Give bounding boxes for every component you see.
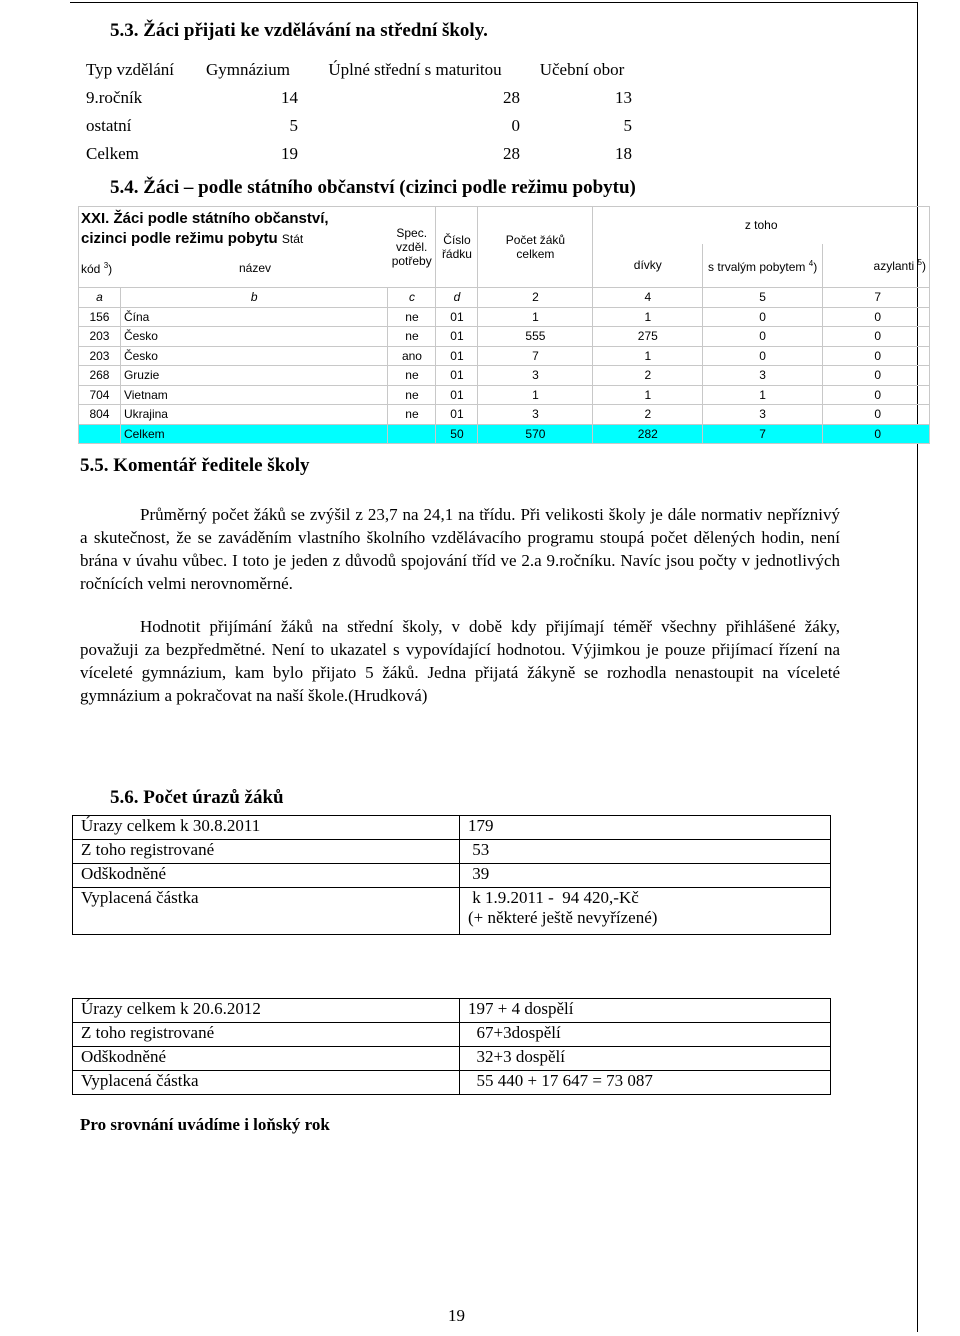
table-title-line2: cizinci podle režimu pobytu [81,230,278,247]
table-row [79,327,930,347]
table-cell: c [388,288,436,308]
table-cell: Gruzie [120,366,388,386]
comment-paragraph-1: Průměrný počet žáků se zvýšil z 23,7 na 24,1 na třídu. Při velikosti školy je dále normativ nepříznivý a skutečnost, že se zaváděním vlastního školního vzdělávacího programu stoupá počet dělených hodin, není brána v úvahu vůbec. I toto je jeden z důvodů spojování tříd ve 2.a 9.ročníku. Navíc jsou počty v jednotlivých ročnících velmi nerovnoměrné. [80,505,840,593]
table-cell: Vyplacená částka [73,888,460,935]
table-row [73,1047,831,1071]
table-cell: Celkem [86,144,139,163]
header-strvalym-sup: 4 [808,258,814,268]
table-row [73,999,831,1023]
table-cell: Vyplacená částka [73,1071,460,1095]
table-cell: Vietnam [120,385,388,405]
header-pocet [478,207,593,288]
table-row [73,816,831,840]
paid-note: (+ některé ještě nevyřízené) [468,908,658,927]
table-cell: Úrazy celkem k 30.8.2011 [73,816,460,840]
header-ztoho: z toho [593,207,930,244]
table-title-line1: XXI. Žáci podle státního občanství, [81,210,329,227]
table-cell: 18 [615,144,632,163]
page-number: 19 [448,1306,465,1325]
table-cell: 5 [289,116,298,135]
table-cell: 4 [593,288,703,308]
injuries-table-2011 [72,815,831,935]
table-row [79,307,930,327]
table-cell: 0 [703,346,823,366]
table-cell: 282 [593,424,703,444]
header-cislo-text: Číslo řádku [441,233,472,261]
table-row [80,140,638,168]
table-cell: 3 [703,366,823,386]
table-total-row [79,424,930,444]
table-cell: 53 [460,840,831,864]
table-cell: 01 [436,366,478,386]
table-cell: ne [388,405,436,425]
table-cell: 0 [823,424,930,444]
table-cell: ne [388,385,436,405]
table-cell: 0 [823,346,930,366]
injuries-table-2012 [72,998,831,1095]
table-cell: 5 [703,288,823,308]
header-azylanti: azylanti $^5$) [823,244,930,288]
table-cell: 28 [503,88,520,107]
table-row [80,56,638,84]
table-cell: 7 [703,424,823,444]
table-cell: 0 [823,405,930,425]
table-cell: 32+3 dospělí [460,1047,831,1071]
admission-table [80,56,638,168]
table-header-row [79,207,930,244]
table-cell: 203 [79,346,121,366]
table-cell: 28 [503,144,520,163]
table-cell: ne [388,327,436,347]
table-cell: a [79,288,121,308]
table-row [73,888,831,935]
table-cell [79,424,121,444]
table-cell: 555 [478,327,593,347]
table-cell: Úplné střední s maturitou [328,60,502,79]
table-cell: 14 [281,88,298,107]
table-cell: 01 [436,327,478,347]
table-row [79,346,930,366]
table-header-title: XXI. Žáci podle státního občanství, cizinci podle režimu pobytu Stát kód $^3$) název [79,207,388,288]
table-cell: 13 [615,88,632,107]
table-cell: 2 [593,405,703,425]
table-title-stat: Stát [281,232,304,246]
table-cell: Odškodněné [73,1047,460,1071]
section-title-5-4: 5.4. Žáci – podle státního občanství (cizinci podle režimu pobytu) [110,177,636,198]
table-cell: Učební obor [539,60,625,79]
table-row [73,1071,831,1095]
table-cell [388,424,436,444]
table-cell: 1 [478,307,593,327]
table-cell: b [120,288,388,308]
table-cell: 3 [478,366,593,386]
table-cell: 67+3dospělí [460,1023,831,1047]
table-cell: 0 [511,116,520,135]
header-kod-sup: 3 [103,261,109,270]
table-cell: ne [388,366,436,386]
table-cell [460,888,831,935]
table-cell: 3 [478,405,593,425]
header-spec-text: Spec. vzděl. potřeby [391,226,432,268]
table-cell: 19 [281,144,298,163]
table-cell: 1 [703,385,823,405]
compare-label: Pro srovnání uvádíme i loňský rok [80,1115,330,1134]
table-cell: 7 [823,288,930,308]
table-cell: 7 [478,346,593,366]
table-cell: 1 [478,385,593,405]
table-cell: 9.ročník [86,88,143,107]
table-cell: 704 [79,385,121,405]
table-row [79,288,930,308]
table-cell: 1 [593,385,703,405]
comment-paragraph-2: Hodnotit přijímání žáků na střední školy, v době kdy přijímají téměř všechny přihlášené žáky, považuji za bezpředmětné. Není to ukazatel s vypovídající hodnotou. Výjimkou je pouze přijímací řízení na víceleté gymnázium, kam bylo přijato 5 žáků. Jedna přijatá žákyně se rozhodla nenastoupit na víceleté gymnázium a pokračovat na naší škole.(Hrudková) [80,617,840,705]
table-cell: 0 [703,307,823,327]
table-row [73,864,831,888]
header-strvalym: s trvalým pobytem $^4$) [703,244,823,288]
header-strvalym-text: s trvalým pobytem [708,259,806,274]
table-row [79,366,930,386]
table-cell: 01 [436,405,478,425]
section-title-5-6: 5.6. Počet úrazů žáků [110,787,284,808]
table-cell: 1 [593,307,703,327]
table-cell: Z toho registrované [73,840,460,864]
table-cell: 0 [823,385,930,405]
table-cell: 01 [436,385,478,405]
table-cell: Typ vzdělání [86,60,175,79]
table-cell: 0 [823,307,930,327]
table-row [73,1023,831,1047]
table-cell: 804 [79,405,121,425]
table-cell: 268 [79,366,121,386]
table-cell: 0 [823,327,930,347]
header-pocet-text: Počet žáků celkem [505,233,566,261]
table-cell: d [436,288,478,308]
table-cell: 203 [79,327,121,347]
table-cell: ne [388,307,436,327]
table-cell: 50 [436,424,478,444]
table-cell: 197 + 4 dospělí [460,999,831,1023]
table-cell: Odškodněné [73,864,460,888]
header-cislo [436,207,478,288]
table-cell: 3 [703,405,823,425]
table-cell: 0 [703,327,823,347]
section-title-5-5: 5.5. Komentář ředitele školy [80,455,310,476]
table-cell: ostatní [86,116,132,135]
table-cell: 275 [593,327,703,347]
table-cell: 2 [593,366,703,386]
table-row [79,405,930,425]
table-cell: Ukrajina [120,405,388,425]
table-cell: Z toho registrované [73,1023,460,1047]
table-row [80,84,638,112]
table-cell: 0 [823,366,930,386]
table-cell: Česko [120,327,388,347]
table-cell: 156 [79,307,121,327]
table-cell: 1 [593,346,703,366]
table-cell: 01 [436,307,478,327]
header-azylanti-sup: 5 [917,257,922,267]
table-cell: 39 [460,864,831,888]
section-title-5-3: 5.3. Žáci přijati ke vzdělávání na střední školy. [110,20,488,41]
table-cell: 01 [436,346,478,366]
header-spec [388,207,436,288]
paid-amount: k 1.9.2011 - 94 420,-Kč [468,888,639,907]
table-cell: Celkem [120,424,388,444]
header-kod: kód [81,262,101,276]
table-cell: ano [388,346,436,366]
table-row [79,385,930,405]
table-cell: Čína [120,307,388,327]
table-cell: Úrazy celkem k 20.6.2012 [73,999,460,1023]
table-cell: 179 [460,816,831,840]
header-divky: dívky [593,244,703,288]
table-cell: 55 440 + 17 647 = 73 087 [460,1071,831,1095]
table-cell: Česko [120,346,388,366]
table-cell: 2 [478,288,593,308]
header-nazev: název [239,261,272,275]
table-cell: 570 [478,424,593,444]
header-azylanti-text: azylanti [873,258,915,273]
citizenship-table [78,206,930,444]
table-cell: Gymnázium [205,60,291,79]
table-row [73,840,831,864]
table-row [80,112,638,140]
table-cell: 5 [623,116,632,135]
